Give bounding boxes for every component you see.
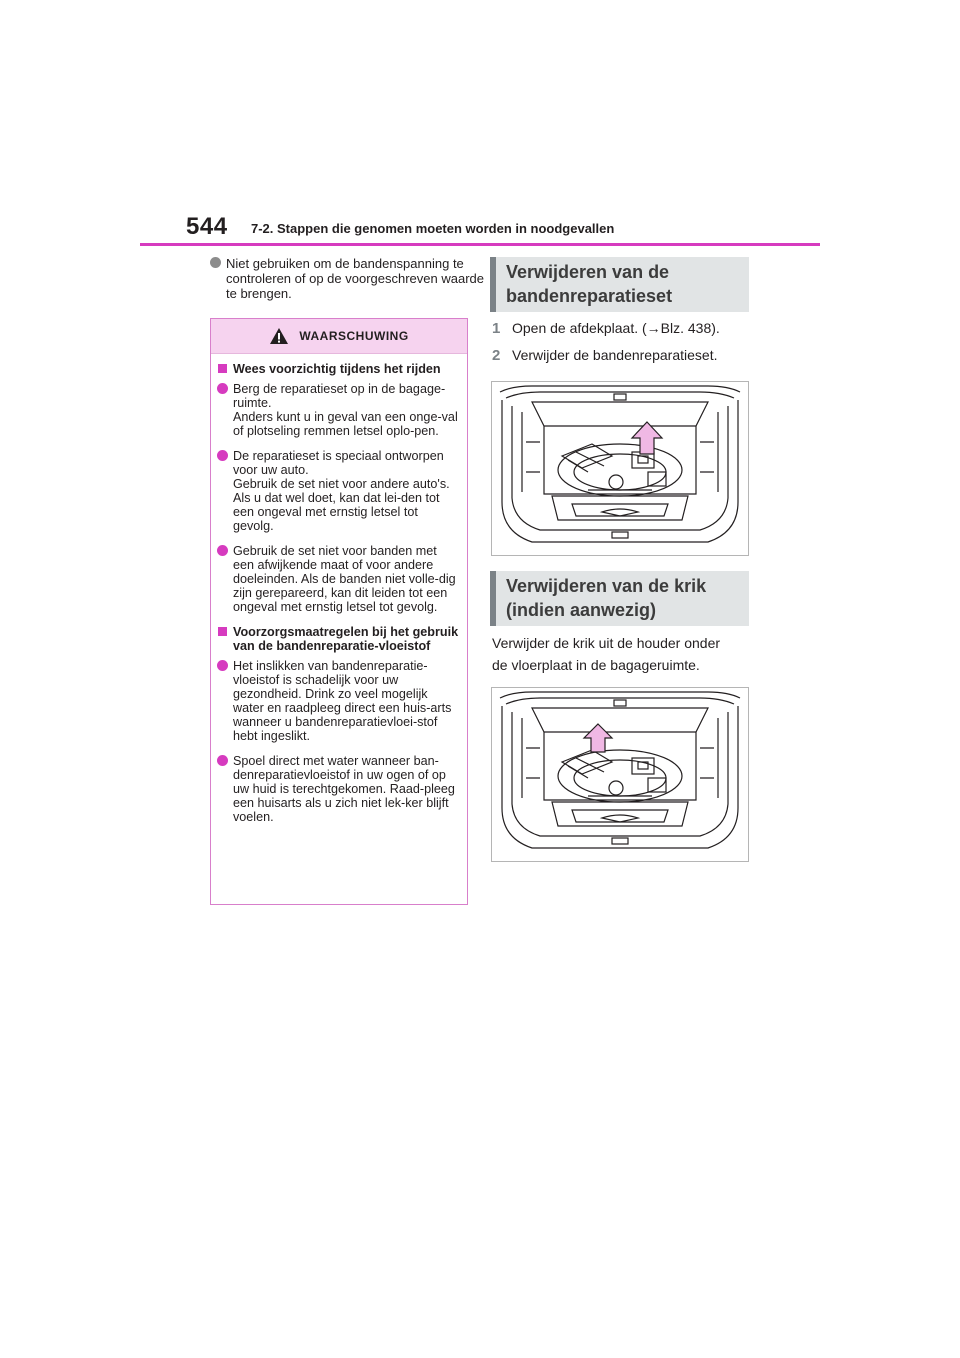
header-rule — [140, 243, 820, 246]
warning-title: WAARSCHUWING — [299, 329, 409, 343]
warning-header — [211, 319, 467, 354]
section-header: 7-2. Stappen die genomen moeten worden in noodgevallen — [251, 221, 615, 236]
section-title-band — [490, 571, 749, 626]
step-2 — [492, 347, 717, 364]
warning-bullet — [217, 754, 461, 824]
warning-heading-text: Voorzorgsmaatregelen bij het gebruik van de bandenreparatie-vloeistof — [233, 625, 459, 653]
section-title-line: Verwijderen van de — [506, 262, 670, 282]
warning-heading-text: Wees voorzichtig tijdens het rijden — [233, 362, 441, 376]
figure-repair-kit — [491, 381, 749, 556]
step-text: Verwijder de bandenreparatieset. — [512, 347, 718, 363]
warning-bullet — [217, 659, 461, 743]
warning-section-heading — [217, 625, 461, 653]
bullet-icon — [217, 450, 228, 461]
warning-section-heading — [217, 362, 461, 376]
bullet-icon — [217, 383, 228, 394]
section-title-band — [490, 257, 749, 312]
instruction-line: Verwijder de krik uit de houder onder — [492, 635, 721, 651]
intro-bullet — [210, 256, 486, 301]
warning-bullet-text: Gebruik de set niet voor andere auto's. Als u dat wel doet, kan dat lei-den tot een ongeval met ernstig letsel tot gevolg. — [233, 477, 450, 533]
warning-bullet-text: Gebruik de set niet voor banden met een afwijkende maat of voor andere doeleinden. Als de banden niet volle-dig zijn gerepareerd, kan dit leiden tot een ongeval met ernstig letsel tot gevolg. — [233, 544, 456, 614]
section-title-line: bandenreparatieset — [506, 286, 673, 306]
warning-bullet-text: Anders kunt u in geval van een onge-val of plotseling remmen letsel oplo-pen. — [233, 410, 458, 438]
step-1 — [492, 320, 720, 337]
bullet-icon — [217, 660, 228, 671]
warning-triangle-icon — [269, 327, 289, 345]
warning-bullet — [217, 382, 461, 438]
warning-bullet — [217, 449, 461, 533]
step-number: 1 — [492, 320, 501, 337]
warning-body — [211, 354, 467, 824]
warning-bullet-text: Spoel direct met water wanneer ban-denreparatievloeistof in uw ogen of op uw huid is terechtgekomen. Raad-pleeg een huisarts als u zich niet lek-ker blijft voelen. — [233, 754, 455, 824]
trunk-illustration-kit — [492, 382, 748, 555]
square-bullet-icon — [218, 627, 227, 636]
intro-bullet-text: Niet gebruiken om de bandenspanning te controleren of op de voorgeschreven waarde te brengen. — [226, 256, 484, 301]
figure-jack — [491, 687, 749, 862]
warning-bullet-text: De reparatieset is speciaal ontworpen voor uw auto. — [233, 449, 444, 477]
bullet-icon — [217, 755, 228, 766]
jack-instruction — [492, 632, 750, 676]
page-number: 544 — [186, 213, 228, 240]
step-text: Open de afdekplaat. (→Blz. 438). — [512, 320, 720, 336]
trunk-illustration-jack — [492, 688, 748, 861]
warning-bullet-text: Het inslikken van bandenreparatie-vloeistof is schadelijk voor uw gezondheid. Drink zo veel mogelijk water en raadpleeg direct een huis-arts wanneer u bandenreparatievloei-stof hebt ingeslikt. — [233, 659, 452, 743]
step-number: 2 — [492, 347, 501, 364]
section-title-line: (indien aanwezig) — [506, 600, 657, 620]
warning-box — [210, 318, 468, 905]
bullet-icon — [217, 545, 228, 556]
bullet-icon — [210, 257, 221, 268]
section-title-line: Verwijderen van de krik — [506, 576, 707, 596]
warning-bullet — [217, 544, 461, 614]
instruction-line: de vloerplaat in de bagageruimte. — [492, 657, 700, 673]
square-bullet-icon — [218, 364, 227, 373]
warning-bullet-text: Berg de reparatieset op in de bagage-ruimte. — [233, 382, 446, 410]
arrow-up-icon — [584, 724, 612, 752]
